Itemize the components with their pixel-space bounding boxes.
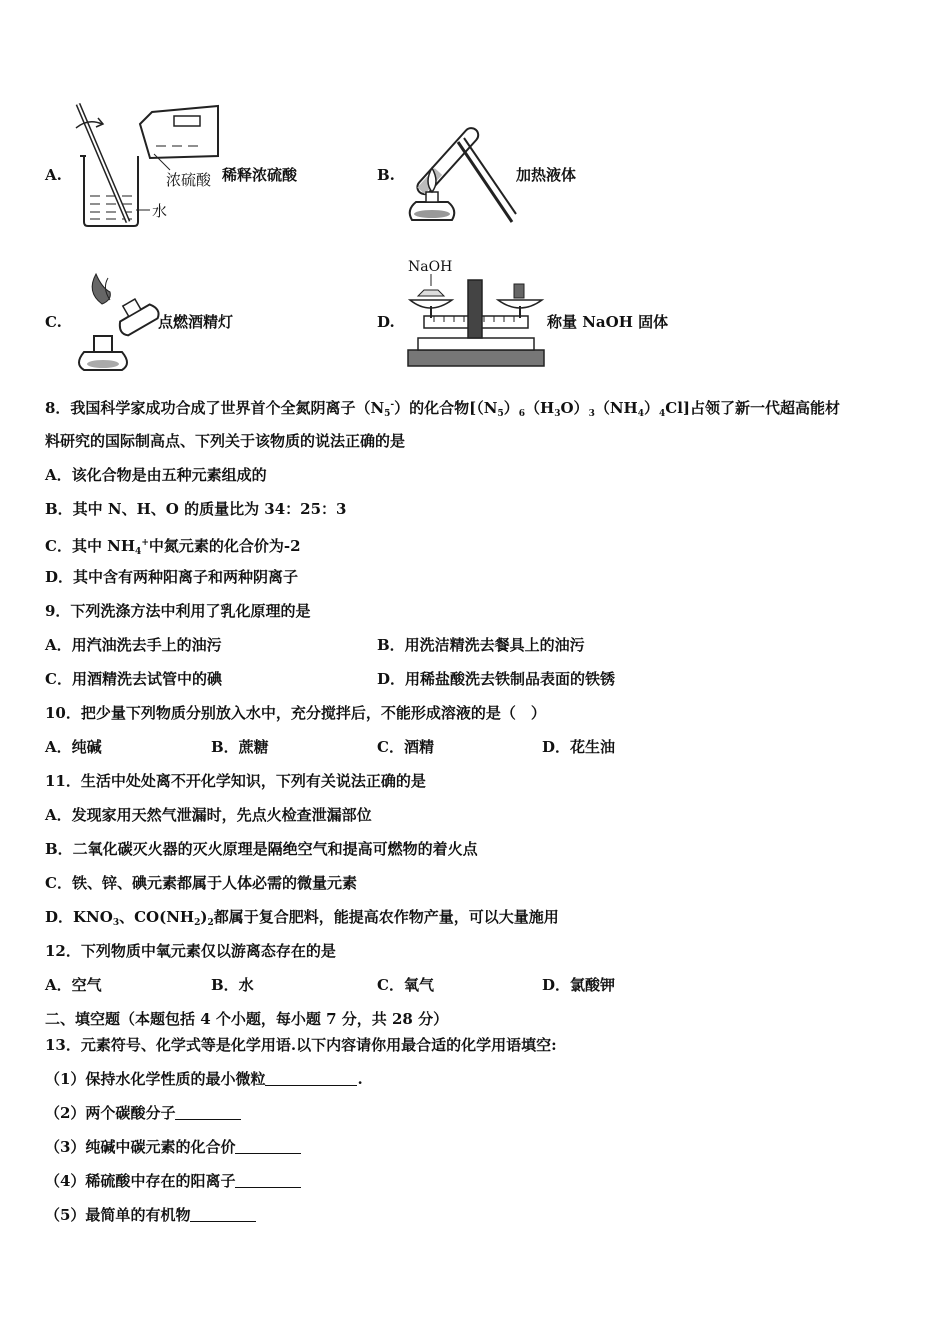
q7-option-c-caption: 点燃酒精灯	[158, 313, 234, 331]
q11-option-c: C．铁、锌、碘元素都属于人体必需的微量元素	[45, 874, 357, 892]
q10-option-a: A．纯碱	[45, 738, 102, 756]
q8-option-a: A．该化合物是由五种元素组成的	[45, 466, 267, 484]
q13-item-5: （5）最简单的有机物	[45, 1206, 256, 1224]
q10-option-d: D．花生油	[542, 738, 616, 756]
q11-option-a: A．发现家用天然气泄漏时，先点火检查泄漏部位	[45, 806, 372, 824]
q9-option-d: D．用稀盐酸洗去铁制品表面的铁锈	[377, 670, 616, 688]
q13-stem: 13．元素符号、化学式等是化学用语.以下内容请你用最合适的化学用语填空:	[45, 1036, 557, 1054]
q11-stem: 11．生活中处处离不开化学知识，下列有关说法正确的是	[45, 772, 426, 790]
q7-option-b-letter: B.	[377, 166, 395, 184]
water-label: 水	[152, 202, 168, 220]
q10-option-b: B．蔗糖	[211, 738, 269, 756]
q9-stem: 9．下列洗涤方法中利用了乳化原理的是	[45, 602, 311, 620]
section-2-title: 二、填空题（本题包括 4 个小题，每小题 7 分，共 28 分）	[45, 1010, 449, 1028]
q13-item-2: （2）两个碳酸分子	[45, 1104, 241, 1122]
dilute-sulfuric-acid-figure	[70, 98, 230, 230]
q8-option-d: D．其中含有两种阳离子和两种阴离子	[45, 568, 299, 586]
q7-option-d-caption: 称量 NaOH 固体	[547, 313, 669, 331]
q8-option-c: C．其中 $NH_4^+$中氮元素的化合价为-2	[45, 537, 301, 557]
answer-blank[interactable]	[265, 1071, 357, 1086]
q12-option-a: A．空气	[45, 976, 102, 994]
q9-option-c: C．用酒精洗去试管中的碘	[45, 670, 222, 688]
q11-option-d: D．$KNO_3$、$CO(NH_2)_2$都属于复合肥料，能提高农作物产量，可以大量施用	[45, 908, 559, 928]
q13-item-1: （1）保持水化学性质的最小微粒 .	[45, 1070, 363, 1088]
q9-option-b: B．用洗洁精洗去餐具上的油污	[377, 636, 585, 654]
naoh-label: NaOH	[408, 259, 453, 275]
q7-option-d-letter: D.	[377, 313, 395, 331]
q11-option-b: B．二氧化碳灭火器的灭火原理是隔绝空气和提高可燃物的着火点	[45, 840, 478, 858]
q13-item-3: （3）纯碱中碳元素的化合价	[45, 1138, 301, 1156]
q7-option-c-letter: C.	[45, 313, 62, 331]
q9-option-a: A．用汽油洗去手上的油污	[45, 636, 222, 654]
weighing-naoh-figure	[404, 256, 548, 370]
answer-blank[interactable]	[190, 1207, 256, 1222]
q8-stem-line2: 料研究的国际制高点、下列关于该物质的说法正确的是	[45, 432, 406, 450]
concentrated-acid-label: 浓硫酸	[166, 171, 212, 189]
q12-option-c: C．氧气	[377, 976, 434, 994]
lighting-lamp-figure	[72, 270, 160, 374]
q7-option-a-letter: A.	[45, 166, 62, 184]
answer-blank[interactable]	[235, 1139, 301, 1154]
q8-stem: 8．我国科学家成功合成了世界首个全氮阴离子$(N_5^-)$的化合物$[(N_5)_6(H_3O)_3(NH_4)_4Cl]$占领了新一代超高能材	[45, 399, 841, 419]
heating-liquid-figure	[402, 102, 518, 226]
answer-blank[interactable]	[235, 1173, 301, 1188]
q7-option-b-caption: 加热液体	[516, 166, 577, 184]
q10-stem: 10．把少量下列物质分别放入水中，充分搅拌后，不能形成溶液的是（ ）	[45, 704, 546, 722]
q13-item-4: （4）稀硫酸中存在的阳离子	[45, 1172, 301, 1190]
q7-option-a-caption: 稀释浓硫酸	[222, 166, 298, 184]
q12-stem: 12．下列物质中氧元素仅以游离态存在的是	[45, 942, 336, 960]
q12-option-d: D．氯酸钾	[542, 976, 616, 994]
q10-option-c: C．酒精	[377, 738, 434, 756]
answer-blank[interactable]	[175, 1105, 241, 1120]
q12-option-b: B．水	[211, 976, 254, 994]
q8-option-b: B．其中 N、H、O 的质量比为 34：25：3	[45, 500, 347, 518]
